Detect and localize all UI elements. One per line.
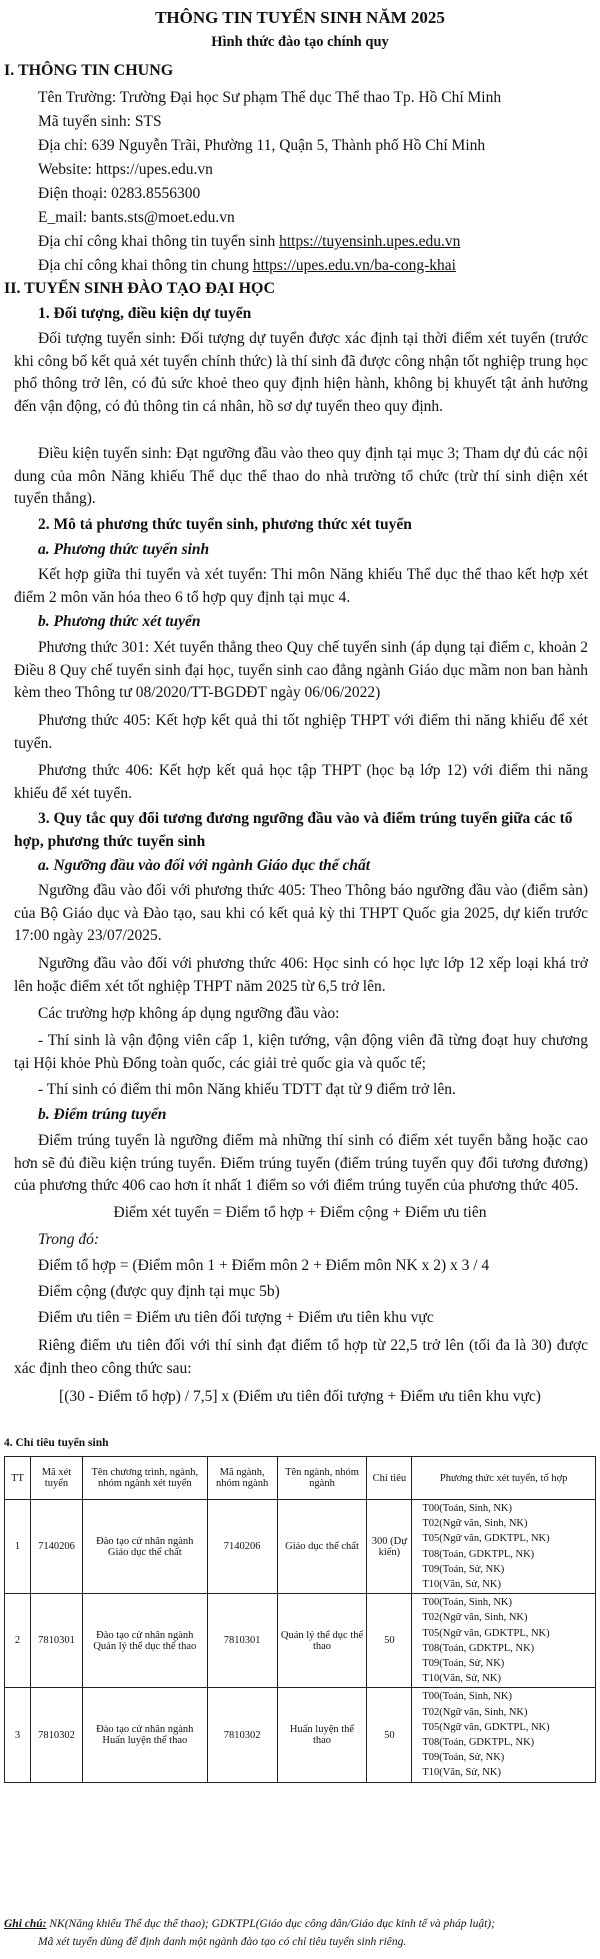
- table-row: [5, 1500, 596, 1594]
- quota-table: [4, 1456, 596, 1783]
- header-code: Mã xét tuyển: [30, 1457, 82, 1500]
- header-program: Tên chương trình, ngành, nhóm ngành xét tuyển: [82, 1457, 207, 1500]
- cell-combinations: [412, 1500, 596, 1594]
- formula-priority: Điểm ưu tiên = Điểm ưu tiên đối tượng + Điểm ưu tiên khu vực: [38, 1309, 434, 1326]
- cell-quota: 50: [367, 1594, 412, 1688]
- header-tt: TT: [5, 1457, 31, 1500]
- combination: T00(Toán, Sinh, NK): [422, 1691, 513, 1703]
- website: Website: https://upes.edu.vn: [38, 161, 213, 178]
- cell-major: Huấn luyện thể thao: [277, 1688, 367, 1782]
- cell-combinations: [412, 1594, 596, 1688]
- public-info-label: Địa chỉ công khai thông tin chung: [38, 257, 253, 274]
- subsection-2a-paragraph: Kết hợp giữa thi tuyển và xét tuyển: Thi môn Năng khiếu Thể dục thể thao kết hợp xét điểm 2 môn văn hóa theo 6 tổ hợp quy định tại mục 4.: [14, 566, 588, 606]
- header-quota: Chỉ tiêu: [367, 1457, 412, 1500]
- admission-score-paragraph: Điểm trúng tuyển là ngưỡng điểm mà những thí sinh có điểm xét tuyển bằng hoặc cao hơn sẽ đủ điều kiện trúng tuyển. Điểm trúng tuyển (điểm trúng tuyển quy đổi tương đương) của phương thức 406 cao hơn ít nhất 1 điểm so với điểm trúng tuyển của phương thức 405.: [14, 1132, 588, 1194]
- combination: T02(Ngữ văn, Sinh, NK): [422, 1706, 528, 1718]
- threshold-406: Ngưỡng đầu vào đối với phương thức 406: Học sinh có học lực lớp 12 xếp loại khá trở lên hoặc điểm xét tốt nghiệp THPT năm 2025 từ 6,5 trở lên.: [14, 955, 588, 995]
- combination: T09(Toán, Sử, NK): [422, 1563, 505, 1575]
- cell-major-code: 7810302: [207, 1688, 277, 1782]
- admission-info-label: Địa chỉ công khai thông tin tuyển sinh: [38, 233, 280, 250]
- subsection-1-paragraph-2: Điều kiện tuyển sinh: Đạt ngưỡng đầu vào theo quy định tại mục 3; Tham dự đủ các nội dung của môn Năng khiếu Thể dục thể thao do nhà trường tổ chức (trừ thí sinh diện xét tuyển thẳng).: [14, 445, 588, 507]
- method-301: Phương thức 301: Xét tuyển thẳng theo Quy chế tuyển sinh (áp dụng tại điểm c, khoản 2 Điều 8 Quy chế tuyển sinh đại học, tuyển sinh cao đẳng ngành Giáo dục mầm non ban hành kèm theo Thông tư 08/2020/TT-BGDĐT ngày 06/06/2022): [14, 639, 588, 701]
- combination: T02(Ngữ văn, Sinh, NK): [422, 1518, 528, 1530]
- cell-combinations: [412, 1688, 596, 1782]
- address: Địa chỉ: 639 Nguyễn Trãi, Phường 11, Quận 5, Thành phố Hồ Chí Minh: [38, 137, 486, 154]
- cell-major-code: 7140206: [207, 1500, 277, 1594]
- table-row: [5, 1594, 596, 1688]
- cell-major-code: 7810301: [207, 1594, 277, 1688]
- public-info-link[interactable]: https://upes.edu.vn/ba-cong-khai: [252, 257, 456, 274]
- table-header-row: [5, 1457, 596, 1500]
- method-406: Phương thức 406: Kết hợp kết quả học tập THPT (học bạ lớp 12) với điểm thi năng khiếu để xét tuyển.: [14, 762, 588, 802]
- subsection-3a-title: a. Ngưỡng đầu vào đối với ngành Giáo dục thể chất: [38, 857, 371, 874]
- subsection-3-title: 3. Quy tắc quy đổi tương đương ngưỡng đầu vào và điểm trúng tuyển giữa các tổ hợp, phương thức tuyển sinh: [14, 810, 573, 850]
- combination: T00(Toán, Sinh, NK): [422, 1597, 513, 1609]
- combination: T05(Ngữ văn, GDKTPL, NK): [422, 1533, 550, 1545]
- cell-program: Đào tạo cử nhân ngành Quản lý thể dục thể thao: [82, 1594, 207, 1688]
- threshold-exceptions: Các trường hợp không áp dụng ngưỡng đầu vào:: [38, 1005, 340, 1022]
- subsection-1-title: 1. Đối tượng, điều kiện dự tuyển: [38, 305, 252, 322]
- combination: T10(Văn, Sử, NK): [422, 1673, 501, 1685]
- cell-code: 7140206: [30, 1500, 82, 1594]
- note-label: Ghi chú:: [4, 1918, 47, 1930]
- combination: T09(Toán, Sử, NK): [422, 1752, 505, 1764]
- priority-rule-paragraph: Riêng điểm ưu tiên đối với thí sinh đạt điểm tổ hợp từ 22,5 trở lên (tối đa là 30) được xác định theo công thức sau:: [14, 1337, 588, 1377]
- public-info-line: [38, 257, 456, 275]
- method-405: Phương thức 405: Kết hợp kết quả thi tốt nghiệp THPT với điểm thi năng khiếu để xét tuyển.: [14, 712, 588, 752]
- section-1-heading: I. THÔNG TIN CHUNG: [4, 62, 174, 79]
- combination: T09(Toán, Sử, NK): [422, 1658, 505, 1670]
- cell-major: Giáo dục thể chất: [277, 1500, 367, 1594]
- formula-combination: Điểm tổ hợp = (Điểm môn 1 + Điểm môn 2 + Điểm môn NK x 2) x 3 / 4: [38, 1257, 490, 1274]
- table-note-2: Mã xét tuyển dùng để định danh một ngành đào tạo có chỉ tiêu tuyển sinh riêng.: [38, 1936, 407, 1948]
- section-2-heading: II. TUYỂN SINH ĐÀO TẠO ĐẠI HỌC: [4, 280, 276, 297]
- formula-priority-reduced: [(30 - Điểm tổ hợp) / 7,5] x (Điểm ưu tiên đối tượng + Điểm ưu tiên khu vực): [59, 1388, 541, 1405]
- header-major: Tên ngành, nhóm ngành: [277, 1457, 367, 1500]
- phone: Điện thoại: 0283.8556300: [38, 185, 201, 202]
- section-4-title: 4. Chỉ tiêu tuyển sinh: [4, 1437, 109, 1449]
- subsection-2b-title: b. Phương thức xét tuyển: [38, 613, 201, 630]
- cell-tt: 1: [5, 1500, 31, 1594]
- combination: T05(Ngữ văn, GDKTPL, NK): [422, 1627, 550, 1639]
- header-methods: Phương thức xét tuyển, tổ hợp: [412, 1457, 596, 1500]
- formula-bonus: Điểm cộng (được quy định tại mục 5b): [38, 1283, 280, 1300]
- school-name: Tên Trường: Trường Đại học Sư phạm Thể dục Thể thao Tp. Hồ Chí Minh: [38, 89, 502, 106]
- combination: T02(Ngữ văn, Sinh, NK): [422, 1612, 528, 1624]
- formula-total: Điểm xét tuyển = Điểm tổ hợp + Điểm cộng + Điểm ưu tiên: [113, 1204, 487, 1221]
- cell-quota: 300 (Dự kiến): [367, 1500, 412, 1594]
- email: E_mail: bants.sts@moet.edu.vn: [38, 209, 235, 226]
- cell-tt: 3: [5, 1688, 31, 1782]
- combination: T10(Văn, Sử, NK): [422, 1767, 501, 1779]
- combination: T08(Toán, GDKTPL, NK): [422, 1642, 535, 1654]
- admission-info-line: [38, 233, 460, 251]
- subsection-2-title: 2. Mô tả phương thức tuyển sinh, phương thức xét tuyển: [38, 516, 412, 533]
- exception-athletes: - Thí sinh là vận động viên cấp 1, kiện tướng, vận động viên đã từng đoạt huy chương tại Hội khỏe Phù Đổng toàn quốc, các giải trẻ quốc gia và quốc tế;: [14, 1032, 588, 1072]
- cell-program: Đào tạo cử nhân ngành Giáo dục thể chất: [82, 1500, 207, 1594]
- combination: T08(Toán, GDKTPL, NK): [422, 1737, 535, 1749]
- header-major-code: Mã ngành, nhóm ngành: [207, 1457, 277, 1500]
- admission-code: Mã tuyển sinh: STS: [38, 113, 162, 130]
- threshold-405: Ngưỡng đầu vào đối với phương thức 405: Theo Thông báo ngưỡng đầu vào (điểm sàn) của Bộ Giáo dục và Đào tạo, sau khi có kết quả kỳ thi THPT Quốc gia 2025, dự kiến trước 17:00 ngày 23/07/2025.: [14, 882, 588, 944]
- table-note-1: [4, 1918, 495, 1930]
- combination: T10(Văn, Sử, NK): [422, 1579, 501, 1591]
- formula-where: Trong đó:: [38, 1231, 100, 1248]
- cell-quota: 50: [367, 1688, 412, 1782]
- subsection-1-paragraph-1: Đối tượng tuyển sinh: Đối tượng dự tuyển được xác định tại thời điểm xét tuyển (trước khi công bố kết quả xét tuyển chính thức) là thí sinh đã được công nhận tốt nghiệp trung học phổ thông trở lên, có đủ sức khoẻ theo quy định hiện hành, không bị khuyết tật ảnh hưởng đến vận động, có đủ thông tin cá nhân, hồ sơ dự tuyển theo quy định.: [14, 330, 588, 415]
- cell-code: 7810302: [30, 1688, 82, 1782]
- cell-code: 7810301: [30, 1594, 82, 1688]
- combination: T05(Ngữ văn, GDKTPL, NK): [422, 1721, 550, 1733]
- table-row: [5, 1688, 596, 1782]
- cell-major: Quản lý thể dục thể thao: [277, 1594, 367, 1688]
- cell-program: Đào tạo cử nhân ngành Huấn luyện thể thao: [82, 1688, 207, 1782]
- exception-aptitude: - Thí sinh có điểm thi môn Năng khiếu TDTT đạt từ 9 điểm trở lên.: [38, 1081, 456, 1098]
- combination: T08(Toán, GDKTPL, NK): [422, 1548, 535, 1560]
- subsection-2a-title: a. Phương thức tuyển sinh: [38, 541, 210, 558]
- document-subtitle: Hình thức đào tạo chính quy: [211, 34, 389, 50]
- document-title: THÔNG TIN TUYỂN SINH NĂM 2025: [155, 8, 445, 27]
- subsection-3b-title: b. Điểm trúng tuyển: [38, 1106, 167, 1123]
- cell-tt: 2: [5, 1594, 31, 1688]
- note-text-1: NK(Năng khiếu Thể dục thể thao); GDKTPL(Giáo dục công dân/Giáo dục kinh tế và pháp luật);: [46, 1918, 495, 1930]
- admission-info-link[interactable]: https://tuyensinh.upes.edu.vn: [279, 233, 461, 250]
- combination: T00(Toán, Sinh, NK): [422, 1503, 513, 1514]
